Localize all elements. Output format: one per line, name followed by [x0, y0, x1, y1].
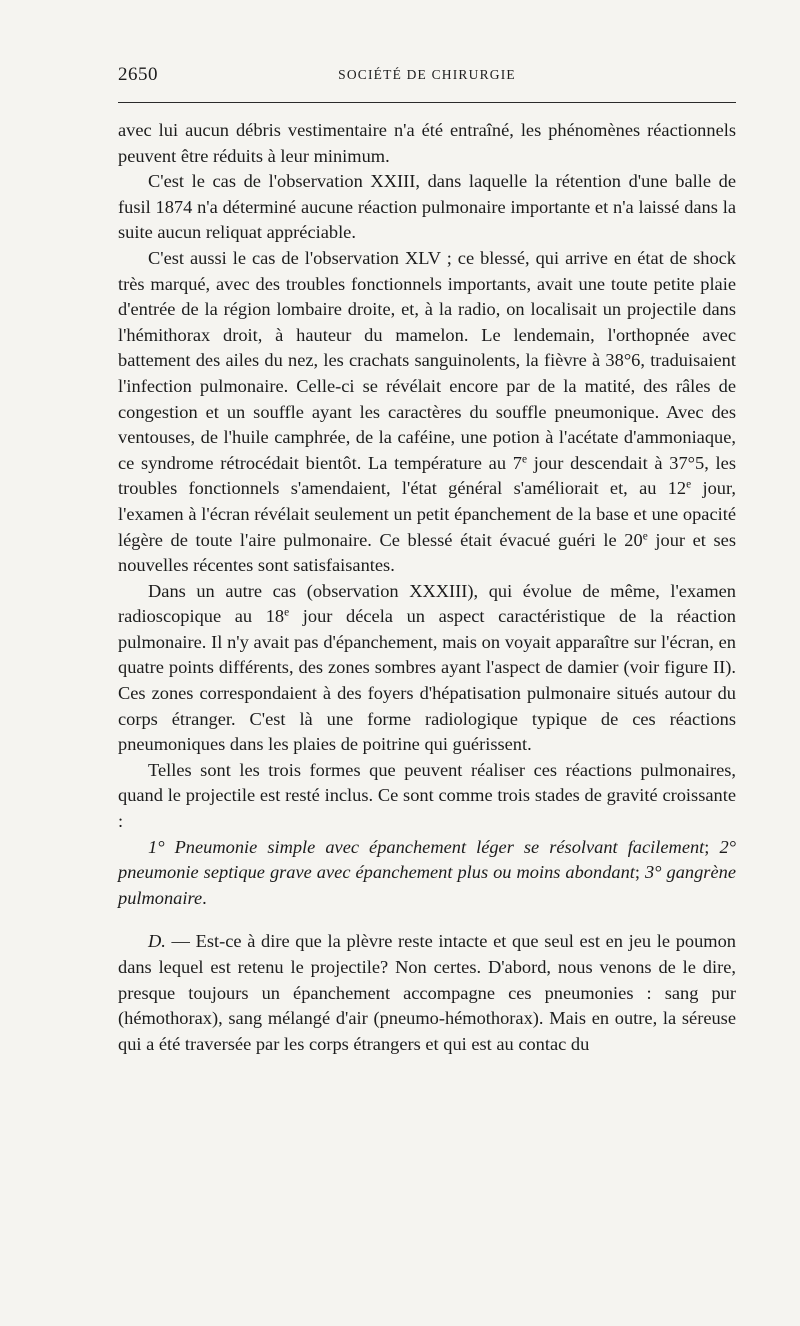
paragraph-section-d: [118, 929, 736, 1057]
form-separator: .: [202, 887, 207, 908]
ordinal-superscript: e: [284, 607, 290, 620]
ordinal-superscript: e: [521, 453, 528, 466]
ordinal-superscript: e: [686, 479, 692, 492]
page-header: [118, 64, 736, 92]
paragraph-continuation: avec lui aucun débris vestimentaire n'a été entraîné, les phénomènes réactionnels peuvent être réduits à leur minimum.: [118, 120, 736, 166]
paragraph-observation-xxiii: C'est le cas de l'observation XXIII, dans laquelle la rétention d'une balle de fusil 1874 n'a déterminé aucune réaction pulmonaire importante et n'a laissé dans la suite aucun reliquat appréciable.: [118, 171, 736, 243]
page-number: 2650: [118, 64, 158, 85]
paragraph-text-segment: jour, l'examen à l'écran révélait seulement un petit épanchement de la base et une opacité légère de toute l'aire pulmonaire. Ce blessé était évacué guéri le 20: [118, 478, 736, 550]
paragraph-text-segment: Dans un autre cas (observation XXXIII), qui évolue de même, l'examen radioscopique au 18: [118, 580, 736, 627]
paragraph-text-segment: jour décela un aspect caractéristique de la réaction pulmonaire. Il n'y avait pas d'épanchement, mais on voyait apparaître sur l'écran, en quatre points différents, des zones sombres ayant l'aspect de damier (voir figure II). Ces zones correspondaient à des foyers d'hépatisation pulmonaire situés autour du corps étranger. C'est là une forme radiologique typique de ces réactions pneumoniques dans les plaies de poitrine qui guérissent.: [118, 606, 737, 755]
paragraph-forms-list: [118, 835, 736, 912]
paragraph-text-segment: C'est aussi le cas de l'observation XLV ; ce blessé, qui arrive en état de shock très marqué, avec des troubles fonctionnels importants, avait une toute petite plaie d'entrée de la région lombaire droite, et, à la radio, on localisait un projectile dans l'hémithorax droit, à hauteur du mamelon. Le lendemain, l'orthopnée avec battement des ailes du nez, les crachats sanguinolents, la fièvre à 38°6, traduisaient l'infection pulmonaire. Celle-ci se révélait encore par de la matité, des râles de congestion et un souffle ayant les caractères du souffle pneumonique. Avec des ventouses, de l'huile camphrée, de la caféine, une potion à l'acétate d'ammoniaque, ce syndrome rétrocédait bientôt. La température au 7: [118, 247, 736, 473]
section-letter-d: D.: [148, 931, 166, 952]
form-1: 1° Pneumonie simple avec épanchement léger se résolvant facilement: [148, 836, 705, 857]
paragraph-text-segment: — Est-ce à dire que la plèvre reste intacte et que seul est en jeu le poumon dans lequel est retenu le projectile? Non certes. D'abord, nous venons de le dire, presque toujours un épanchement accompagne ces pneumonies : sang pur (hémothorax), sang mélangé d'air (pneumo-hémothorax). Mais en outre, la séreuse qui a été traversée par les corps étrangers et qui est au contac du: [118, 931, 736, 1054]
running-head: SOCIÉTÉ DE CHIRURGIE: [338, 67, 516, 82]
paragraph-observation-xxxiii: [118, 579, 736, 758]
header-rule: [118, 102, 736, 103]
paragraph-text-segment: jour descendait à 37°5, les troubles fonctionnels s'amendaient, l'état général s'améliorait et, au 12: [118, 452, 736, 499]
paragraph-text-segment: jour et ses nouvelles récentes sont satisfaisantes.: [118, 529, 736, 576]
form-3: 3° gangrène pulmonaire: [118, 862, 736, 908]
paragraph-observation-xlv: [118, 246, 736, 579]
form-2: 2° pneumonie septique grave avec épanchement plus ou moins abondant: [118, 836, 736, 883]
body-text: [118, 118, 736, 1057]
paragraph-three-forms: Telles sont les trois formes que peuvent réaliser ces réactions pulmonaires, quand le projectile est resté inclus. Ce sont comme trois stades de gravité croissante :: [118, 759, 736, 832]
ordinal-superscript: e: [642, 530, 648, 543]
form-separator: ;: [704, 836, 720, 857]
form-separator: ;: [634, 862, 645, 883]
